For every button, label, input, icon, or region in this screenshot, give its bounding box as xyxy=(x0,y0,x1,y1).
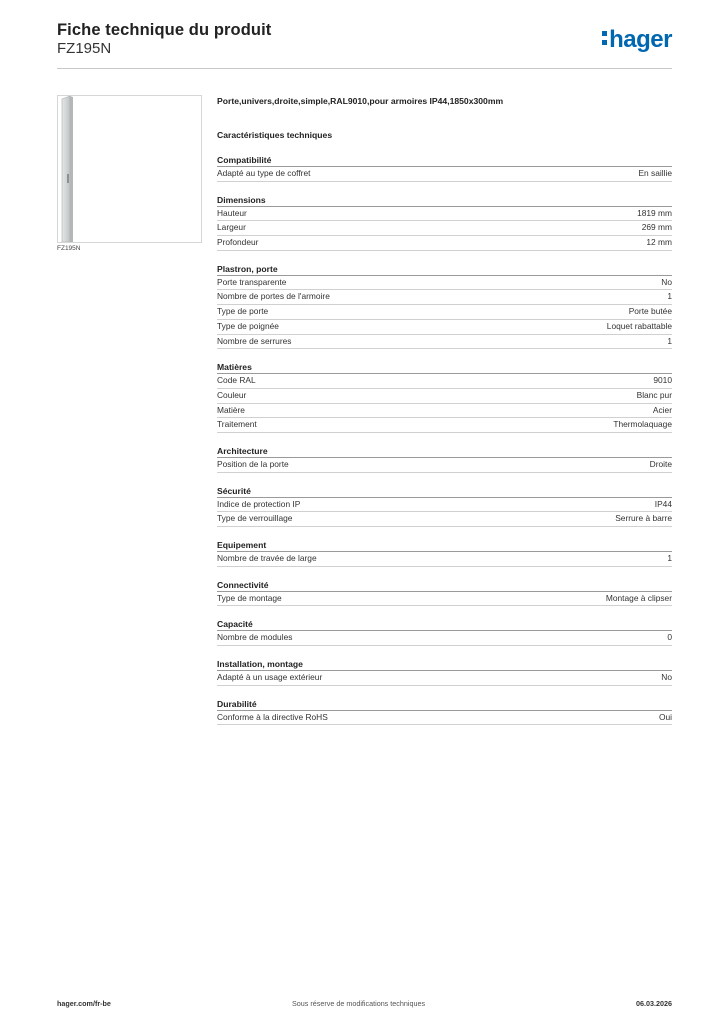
spec-section xyxy=(217,445,672,473)
spec-value: 1 xyxy=(667,291,672,302)
spec-row xyxy=(217,458,672,473)
spec-label: Nombre de travée de large xyxy=(217,553,317,563)
door-edge-shape xyxy=(70,96,73,242)
spec-section xyxy=(217,579,672,607)
spec-row xyxy=(217,335,672,350)
door-panel-image xyxy=(57,95,202,243)
spec-value: Acier xyxy=(652,404,672,415)
spec-label: Type de porte xyxy=(217,306,269,317)
spec-row xyxy=(217,671,672,686)
spec-value: 12 mm xyxy=(646,237,672,248)
spec-row xyxy=(217,404,672,419)
footer-date: 06.03.2026 xyxy=(636,999,672,1008)
spec-value: Thermolaquage xyxy=(613,419,672,430)
spec-row xyxy=(217,552,672,567)
spec-label: Matière xyxy=(217,404,245,415)
spec-label: Porte transparente xyxy=(217,276,287,287)
spec-row xyxy=(217,305,672,320)
spec-value: No xyxy=(661,276,672,287)
section-title: Plastron, porte xyxy=(217,263,672,276)
image-caption: FZ195N xyxy=(57,245,81,252)
spec-value: Oui xyxy=(658,711,672,722)
spec-label: Nombre de modules xyxy=(217,632,293,643)
footer-website: hager.com/fr-be xyxy=(57,999,111,1008)
spec-row xyxy=(217,290,672,305)
spec-row xyxy=(217,592,672,607)
spec-section xyxy=(217,658,672,686)
spec-row xyxy=(217,276,672,291)
section-title: Matières xyxy=(217,361,672,374)
page-footer xyxy=(57,999,672,1011)
section-title: Sécurité xyxy=(217,485,672,498)
spec-value: No xyxy=(661,672,672,683)
footer-notice: Sous réserve de modifications techniques xyxy=(292,999,426,1008)
logo-text: hager xyxy=(609,26,672,53)
section-title: Connectivité xyxy=(217,579,672,592)
spec-label: Adapté au type de coffret xyxy=(217,168,311,178)
spec-label: Largeur xyxy=(217,222,246,233)
spec-label: Traitement xyxy=(217,419,257,430)
spec-row xyxy=(217,374,672,389)
spec-value: 1819 mm xyxy=(637,207,672,218)
spec-row xyxy=(217,631,672,646)
spec-label: Conforme à la directive RoHS xyxy=(217,711,328,722)
spec-value: Serrure à barre xyxy=(615,513,672,524)
spec-value: IP44 xyxy=(654,498,672,509)
spec-label: Code RAL xyxy=(217,375,256,386)
spec-section xyxy=(217,485,672,527)
door-handle-icon xyxy=(67,174,69,183)
spec-value: Porte butée xyxy=(628,306,672,317)
spec-row xyxy=(217,418,672,433)
spec-label: Type de verrouillage xyxy=(217,513,293,524)
product-reference: FZ195N xyxy=(57,40,112,57)
spec-value: 1 xyxy=(667,553,672,563)
spec-value: 1 xyxy=(667,335,672,346)
spec-row xyxy=(217,498,672,513)
door-panel-shape xyxy=(62,96,70,242)
door-illustration xyxy=(58,96,201,242)
technical-characteristics-heading: Caractéristiques techniques xyxy=(217,130,333,140)
document-title: Fiche technique du produit xyxy=(57,21,272,39)
spec-section xyxy=(217,539,672,567)
spec-section xyxy=(217,618,672,646)
page-header xyxy=(57,20,672,69)
spec-value: 269 mm xyxy=(641,222,672,233)
spec-label: Position de la porte xyxy=(217,458,289,469)
spec-section xyxy=(217,361,672,433)
spec-section xyxy=(217,263,672,349)
spec-label: Nombre de serrures xyxy=(217,335,292,346)
section-title: Capacité xyxy=(217,618,672,631)
spec-value: Droite xyxy=(649,458,672,469)
spec-value: 9010 xyxy=(653,375,672,386)
product-description: Porte,univers,droite,simple,RAL9010,pour armoires IP44,1850x300mm xyxy=(217,96,504,106)
section-title: Durabilité xyxy=(217,698,672,711)
spec-section xyxy=(217,154,672,182)
spec-value: Blanc pur xyxy=(636,389,672,400)
spec-label: Adapté à un usage extérieur xyxy=(217,672,323,683)
section-title: Architecture xyxy=(217,445,672,458)
spec-value: Montage à clipser xyxy=(605,592,672,603)
spec-label: Nombre de portes de l'armoire xyxy=(217,291,330,302)
spec-row xyxy=(217,167,672,182)
spec-label: Indice de protection IP xyxy=(217,498,301,509)
spec-row xyxy=(217,711,672,726)
spec-label: Profondeur xyxy=(217,237,259,248)
spec-value: 0 xyxy=(667,632,672,643)
spec-section xyxy=(217,698,672,726)
spec-value: En saillie xyxy=(638,168,672,178)
spec-section xyxy=(217,194,672,251)
spec-row xyxy=(217,207,672,222)
spec-label: Type de poignée xyxy=(217,320,279,331)
spec-label: Hauteur xyxy=(217,207,247,218)
hager-logo xyxy=(602,26,672,54)
section-title: Installation, montage xyxy=(217,658,672,671)
section-title: Equipement xyxy=(217,539,672,552)
spec-label: Couleur xyxy=(217,389,247,400)
spec-row xyxy=(217,236,672,251)
section-title: Compatibilité xyxy=(217,154,672,167)
spec-label: Type de montage xyxy=(217,592,282,603)
product-content xyxy=(217,96,672,725)
logo-dots-icon xyxy=(602,29,607,47)
section-title: Dimensions xyxy=(217,194,672,207)
spec-value: Loquet rabattable xyxy=(606,320,672,331)
spec-row xyxy=(217,320,672,335)
spec-sections xyxy=(217,154,672,725)
spec-row xyxy=(217,512,672,527)
spec-row xyxy=(217,221,672,236)
spec-row xyxy=(217,389,672,404)
